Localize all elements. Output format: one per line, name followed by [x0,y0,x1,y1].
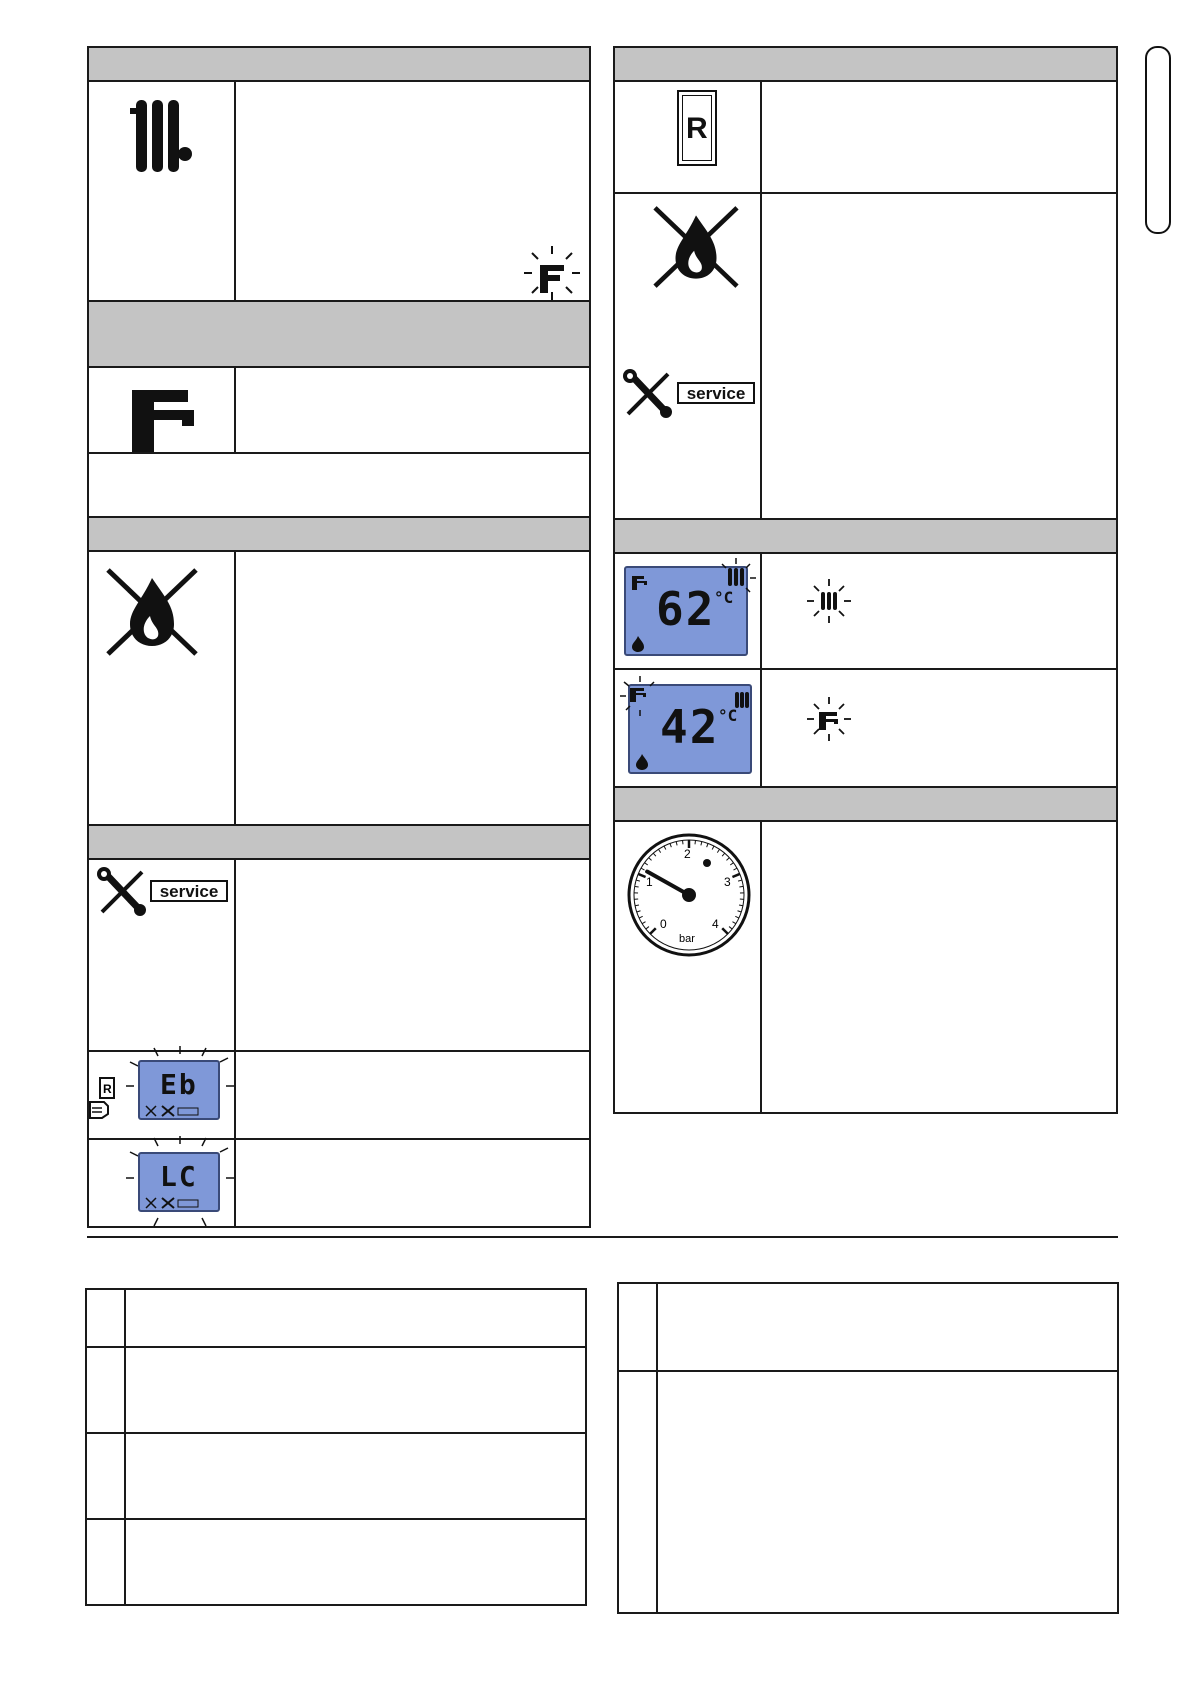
side-tab [1145,46,1171,234]
gauge-label-0: 0 [660,917,667,931]
faucet-blinking-display-icon [620,676,660,716]
no-flame-icon-right [650,206,742,288]
heating-temp-unit: °C [714,588,734,607]
status-icons-lc [144,1196,218,1210]
table-row [619,1370,1117,1372]
pressure-gauge-icon [626,832,752,958]
left-header-heating [89,48,589,80]
flame-small-icon-dhw [636,754,648,770]
service-label-right: service [677,382,755,404]
error-code-lc: LC [160,1160,198,1193]
svg-text:R: R [103,1082,112,1096]
error-code-eb: Eb [160,1068,198,1101]
dhw-temp-unit: °C [718,706,738,725]
faucet-blinking-legend-icon [806,696,852,742]
gauge-label-4: 4 [712,917,719,931]
table-row [87,1432,585,1434]
left-header-dhw [89,302,589,366]
right-header-display [615,520,1116,552]
status-icons-eb [144,1104,218,1118]
left-header-no-flame [89,518,589,550]
right-header-reset [615,48,1116,80]
radiator-icon [130,96,200,176]
lcd-display-lc [138,1152,220,1212]
gauge-unit: bar [679,933,695,945]
reset-button-icon [677,90,717,166]
radiator-blinking-legend-icon [806,578,852,624]
heating-temp: 62 [656,582,716,636]
faucet-icon [122,384,204,452]
gauge-tick [635,886,639,887]
gauge-label-2: 2 [684,847,691,861]
table-row [87,1346,585,1348]
gauge-label-1: 1 [646,875,653,889]
reset-hand-icon [88,1076,118,1120]
wrench-screwdriver-icon-right [622,368,674,420]
lcd-display-eb [138,1060,220,1120]
flame-small-icon [632,636,644,652]
table-row [87,1518,585,1520]
faucet-small-icon [632,576,648,590]
dhw-temp: 42 [660,700,720,754]
wrench-screwdriver-icon [96,866,148,918]
service-label: service [150,880,228,902]
section-divider [87,1236,1118,1238]
reset-label: R [686,112,708,145]
gauge-label-3: 3 [724,875,731,889]
right-header-pressure [615,788,1116,820]
radiator-blinking-icon [716,558,756,598]
faucet-blinking-icon [522,244,582,302]
gauge-tick [739,886,743,887]
no-flame-icon [104,568,200,656]
left-header-service [89,826,589,858]
bottom-right-table [617,1282,1119,1614]
bottom-left-table [85,1288,587,1606]
